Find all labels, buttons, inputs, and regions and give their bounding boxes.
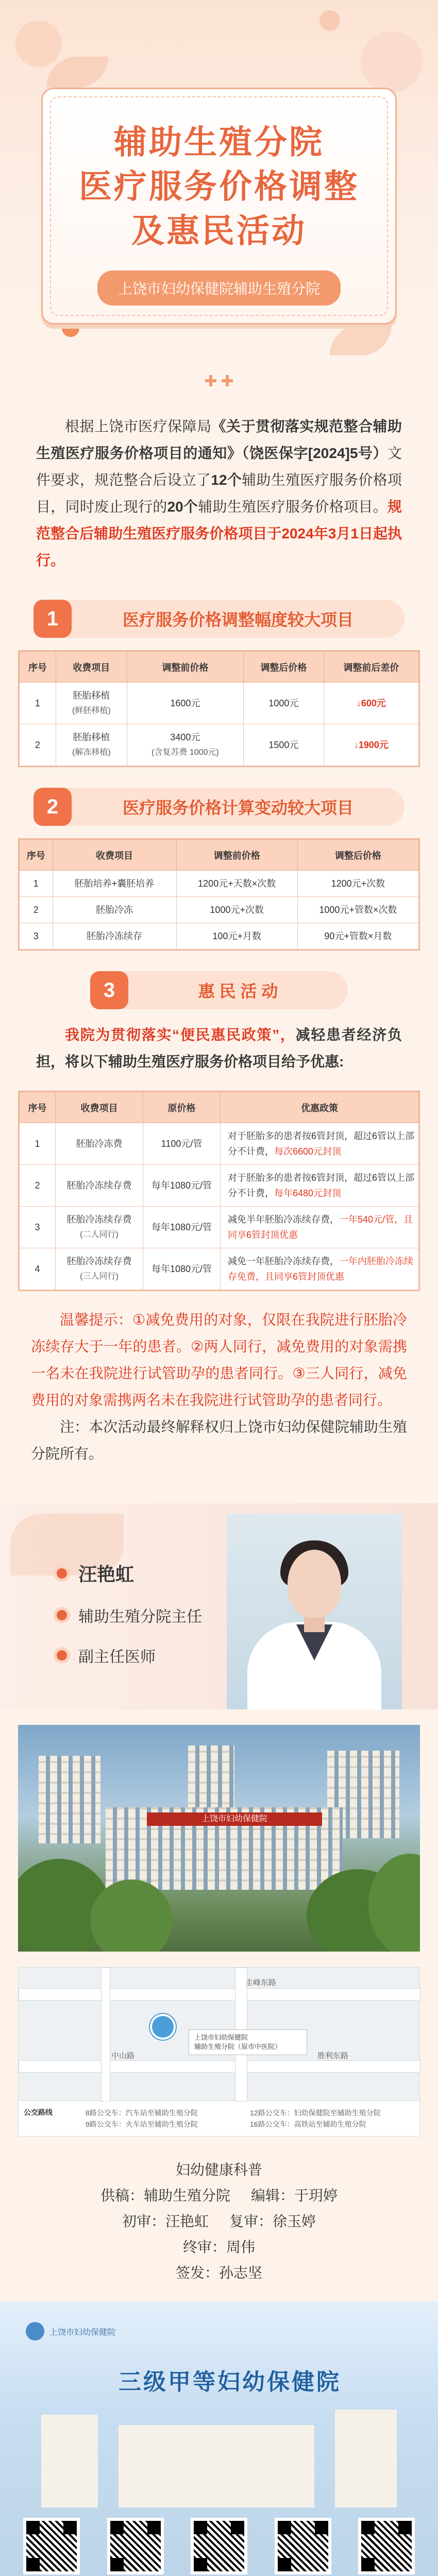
section1-header: 1 医疗服务价格调整幅度较大项目 [33, 600, 405, 638]
section3-lead: 我院为贯彻落实“便民惠民政策”，减轻患者经济负担，将以下辅助生殖医疗服务价格项目给予优惠: [36, 1027, 402, 1070]
bullet-icon [57, 1650, 67, 1660]
table-header: 调整前价格 [127, 652, 243, 683]
qr-code[interactable] [356, 2518, 417, 2576]
hospital-building-photo [18, 1725, 420, 1952]
section2-header: 2 医疗服务价格计算变动较大项目 [33, 788, 405, 826]
map-callout: 上饶市妇幼保健院 辅助生殖分院（原市中医院） [189, 2029, 307, 2055]
section3-header: 3 惠 民 活 动 [90, 971, 348, 1009]
building-sign: 上饶市妇幼保健院 [147, 1812, 322, 1826]
table-row: 1 胚胎移植 (鲜胚移植) 1600元 1000元 ↓600元 [20, 683, 419, 724]
table-header: 序号 [20, 840, 53, 871]
credits-heading: 妇幼健康科普 [175, 2162, 262, 2178]
footer-banner: 三级甲等妇幼保健院 [119, 2369, 341, 2395]
table-header: 收费项目 [53, 840, 176, 871]
hero-subtitle: 上饶市妇幼保健院辅助生殖分院 [97, 270, 341, 306]
table-row: 2 胚胎冷冻 1000元+次数 1000元+管数×次数 [20, 897, 419, 923]
footer-logo: 上饶市妇幼保健院 [26, 2322, 115, 2341]
table-row: 1 胚胎冷冻费 1100元/管 对于胚胎多的患者按6管封顶，超过6管以上部分不计费，每次6600元封顶 [20, 1123, 419, 1165]
table-row: 3 胚胎冷冻续存 100元+月数 90元+管数×月数 [20, 923, 419, 950]
qr-code-row [21, 2518, 417, 2576]
section1-table [18, 650, 420, 767]
table-header: 调整后价格 [297, 840, 418, 871]
divider-plus [0, 375, 438, 386]
table-row: 4 胚胎冷冻续存费 (三人同行) 每年1080元/管 减免一年胚胎冷冻续存费，一年内胚胎冷冻续存免费，且同享6管封顶优惠 [20, 1248, 419, 1290]
qr-code[interactable] [188, 2518, 250, 2576]
bullet-icon [57, 1568, 67, 1579]
footer [0, 2301, 438, 2576]
qr-code[interactable] [105, 2518, 166, 2576]
table-row: 1 胚胎培养+囊胚培养 1200元+天数×次数 1200元+次数 [20, 871, 419, 897]
notes [0, 1291, 438, 1472]
table-header: 调整前后差价 [324, 652, 418, 683]
section2-table [18, 838, 420, 951]
table-row: 3 胚胎冷冻续存费 (二人同行) 每年1080元/管 减免半年胚胎冷冻续存费，一年540元/管，且同享6管封顶优惠 [20, 1207, 419, 1248]
hero-title: 辅助生殖分院 医疗服务价格调整 及惠民活动 [79, 124, 359, 249]
doctor-photo [227, 1514, 402, 1709]
bullet-icon [57, 1610, 67, 1620]
table-header: 收费项目 [56, 652, 127, 683]
table-header: 优惠政策 [221, 1092, 419, 1123]
qr-code[interactable] [272, 2518, 334, 2576]
table-header: 调整后价格 [244, 652, 324, 683]
disclaimer-text: 注：本次活动最终解释权归上饶市妇幼保健院辅助生殖分院所有。 [31, 1419, 407, 1462]
table-header: 调整前价格 [176, 840, 297, 871]
hospital-logo-icon [26, 2322, 44, 2341]
doctor-profile [0, 1503, 438, 1709]
table-header: 序号 [20, 652, 56, 683]
qr-code[interactable] [21, 2518, 82, 2576]
doctor-title: 辅助生殖分院主任 [57, 1604, 202, 1626]
plus-icon [222, 375, 233, 386]
location-map: 圭峰东路 中山路 胜利东路 上饶市妇幼保健院 辅助生殖分院（原市中医院） [18, 1967, 420, 2101]
map-pin-icon [150, 2014, 176, 2040]
table-row: 2 胚胎移植 (解冻移植) 3400元 (含复苏费 1000元) 1500元 ↓1900元 [20, 724, 419, 766]
reminder-text: 温馨提示：①减免费用的对象，仅限在我院进行胚胎冷冻续存大于一年的患者。②两人同行，减免费用的对象需携一名未在我院进行试管助孕的患者同行。③三人同行，减免费用的对象需携两名未在我院进行试管助孕的患者同行。 [31, 1312, 407, 1408]
hero-card [41, 88, 397, 325]
hero-banner [0, 0, 438, 361]
bus-routes: 公交路线 8路公交车：汽车站至辅助生殖分院 9路公交车：火车站至辅助生殖分院 12路公交车：妇幼保健院至辅助生殖分院 16路公交车：高铁站至辅助生殖分院 [18, 2101, 420, 2137]
doctor-rank: 副主任医师 [57, 1644, 202, 1667]
section3-table [18, 1091, 420, 1291]
doctor-name: 汪艳虹 [57, 1560, 202, 1586]
plus-icon [205, 375, 216, 386]
intro-paragraph: 根据上饶市医疗保障局《关于贯彻落实规范整合辅助生殖医疗服务价格项目的通知》（饶医保字[2024]5号）文件要求，规范整合后设立了12个辅助生殖医疗服务价格项目，同时废止现行的20个辅助生殖医疗服务价格项目。规范整合后辅助生殖医疗服务价格项目于2024年3月1日起执行。 [36, 418, 402, 568]
table-header: 收费项目 [56, 1092, 143, 1123]
table-row: 2 胚胎冷冻续存费 每年1080元/管 对于胚胎多的患者按6管封顶，超过6管以上部分不计费，每年6480元封顶 [20, 1165, 419, 1207]
table-header: 序号 [20, 1092, 56, 1123]
table-header: 原价格 [143, 1092, 221, 1123]
credits: 妇幼健康科普 供稿：辅助生殖分院 编辑：于玥婷 初审：汪艳虹 复审：徐玉婷 终审：周伟 签发：孙志坚 [0, 2137, 438, 2296]
